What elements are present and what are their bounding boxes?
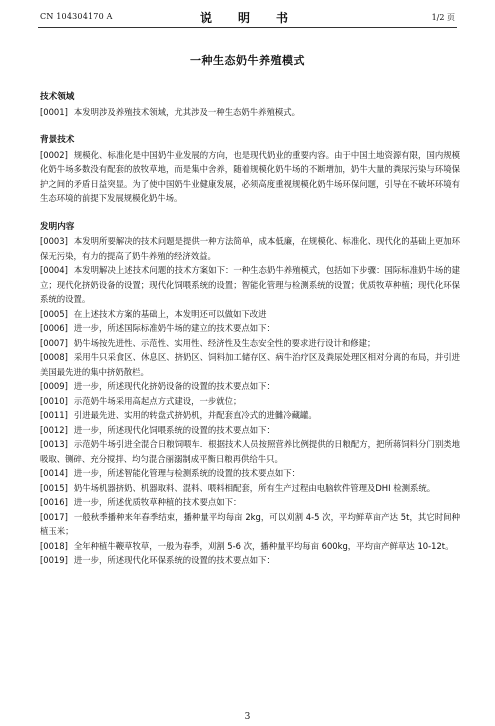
section-heading: 技术领域 xyxy=(40,92,75,102)
paragraph xyxy=(40,379,460,394)
paragraph xyxy=(40,437,460,466)
paragraph xyxy=(40,350,460,379)
paragraph-text: 一般秋季播种来年春季结束，播种量平均每亩 2kg，可以刈割 4-5 次，平均鲜草亩产达 5t，其它时间种植玉米； xyxy=(40,511,460,536)
paragraph-text: 全年种植牛鞭草牧草，一般为春季，刈割 5-6 次，播种量平均每亩 600kg，平均亩产鲜草达 10-12t。 xyxy=(73,540,454,551)
paragraph xyxy=(40,234,460,263)
paragraph-text: 示范奶牛场采用高起点方式建设，一步就位； xyxy=(73,395,242,406)
paragraph-number: [0016] xyxy=(40,497,68,507)
paragraph xyxy=(40,321,460,336)
paragraph xyxy=(40,553,460,568)
paragraph-text: 示范奶牛场引进全混合日粮饲喂车．根据技术人员按照营养比例提供的日粮配方，把所蒋饲料分门别类地吸取、铡碎、充分搅拌、均匀混合丽溺制成平衡日粮再供给牛只。 xyxy=(40,439,460,464)
paragraph-text: 进一步，所述现代化环保系统的设置的技术要点如下： xyxy=(73,555,275,565)
paragraph-number: [0005] xyxy=(40,308,68,319)
header-divider xyxy=(38,27,457,28)
paragraph-text: 本发明涉及养殖技术领域，尤其涉及一种生态奶牛养殖模式。 xyxy=(73,106,300,117)
paragraph-number: [0012] xyxy=(40,424,68,435)
paragraph-text: 进一步，所述智能化管理与检测系统的设置的技术要点如下： xyxy=(73,468,300,478)
paragraph xyxy=(40,148,460,206)
paragraph xyxy=(40,408,460,423)
paragraph-number: [0019] xyxy=(40,555,68,565)
section-gap xyxy=(40,206,460,220)
paragraph-number: [0001] xyxy=(40,106,68,117)
paragraph-text: 进一步，所述现代化饲喂系统的设置的技术要点如下： xyxy=(73,424,275,435)
paragraph-number: [0010] xyxy=(40,395,68,406)
document-type-heading: 说 明 书 xyxy=(199,11,295,25)
paragraph-number: [0014] xyxy=(40,468,68,478)
section-heading: 背景技术 xyxy=(40,135,75,145)
paragraph xyxy=(40,539,460,554)
paragraph-number: [0009] xyxy=(40,381,68,391)
paragraph xyxy=(40,495,460,510)
paragraph-number: [0018] xyxy=(40,540,68,551)
paragraph-number: [0007] xyxy=(40,337,68,348)
section-gap xyxy=(40,119,460,133)
publication-number: CN 104304170 A xyxy=(40,12,113,21)
document-body xyxy=(40,90,460,568)
paragraph-number: [0011] xyxy=(40,410,68,420)
paragraph-text: 进一步，所述优质牧草种植的技术要点如下： xyxy=(73,497,242,507)
paragraph-text: 进一步，所述现代化挤奶设备的设置的技术要点如下： xyxy=(73,381,275,391)
paragraph-text: 奶牛场按先进性、示范性、实用性、经济性及生态安全性的要求进行设计和修建； xyxy=(73,337,376,348)
paragraph xyxy=(40,307,460,322)
paragraph xyxy=(40,510,460,539)
paragraph-number: [0002] xyxy=(40,149,68,160)
page-indicator: 1/2 页 xyxy=(431,13,455,22)
paragraph-text: 采用牛只采食区、休息区、挤奶区、饲料加工储存区、病牛治疗区及粪尿处理区相对分离的布局，并引进美国最先进的集中挤奶散栏。 xyxy=(40,352,460,377)
paragraph-text: 本发明解决上述技术问题的技术方案如下：一种生态奶牛养殖模式，包括如下步骤：国际标准奶牛场的建立；现代化挤奶设备的设置；现代化饲喂系统的设置；智能化管理与检测系统的设置；优质牧草种植；现代化环保系统的设置。 xyxy=(40,265,460,304)
paragraph-number: [0006] xyxy=(40,323,68,333)
paragraph xyxy=(40,466,460,481)
paragraph-text: 本发明所要解决的技术问题是提供一种方法简单，成本低廉，在规模化、标准化、现代化的基础上更加环保无污染，有力的提高了奶牛养殖的经济效益。 xyxy=(40,236,460,261)
paragraph-number: [0015] xyxy=(40,482,68,493)
paragraph xyxy=(40,394,460,409)
paragraph-number: [0003] xyxy=(40,236,68,246)
paragraph-text: 进一步，所述国际标准奶牛场的建立的技术要点如下： xyxy=(73,323,275,333)
paragraph-text: 引进最先进、实用的转盘式挤奶机，并配套直冷式的进雠冷藏罐。 xyxy=(73,410,317,420)
paragraph-number: [0004] xyxy=(40,265,68,275)
paragraph xyxy=(40,105,460,120)
document-title: 一种生态奶牛养殖模式 xyxy=(190,54,305,67)
section-heading: 发明内容 xyxy=(40,221,75,232)
paragraph-text: 规模化、标准化是中国奶牛业发展的方向，也是现代奶业的重要内容。由于中国土地资源有限，国内规模化奶牛场多数没有配套的放牧草地，而是集中舍养，随着规模化奶牛场的不断增加，奶牛大量的粪尿污染与环境保护之间的矛盾日益突显。为了使中国奶牛业健康发展，必须高度重视规模化奶牛场环保问题，引导在不破坏环境有生态环境的前提下发展规模化奶牛场。 xyxy=(40,149,460,203)
paragraph-text: 奶牛场机器挤奶、机器取料、混料、喂料相配套，所有生产过程由电脑软件管理及DHI 检测系统。 xyxy=(73,482,436,493)
page-number: 3 xyxy=(244,712,251,722)
paragraph-text: 在上述技术方案的基础上，本发明还可以做如下改进 xyxy=(73,308,267,319)
paragraph xyxy=(40,336,460,351)
paragraph-number: [0008] xyxy=(40,352,68,362)
paragraph xyxy=(40,481,460,496)
paragraph xyxy=(40,423,460,438)
paragraph-number: [0013] xyxy=(40,439,68,449)
paragraph-number: [0017] xyxy=(40,511,68,522)
paragraph xyxy=(40,263,460,307)
